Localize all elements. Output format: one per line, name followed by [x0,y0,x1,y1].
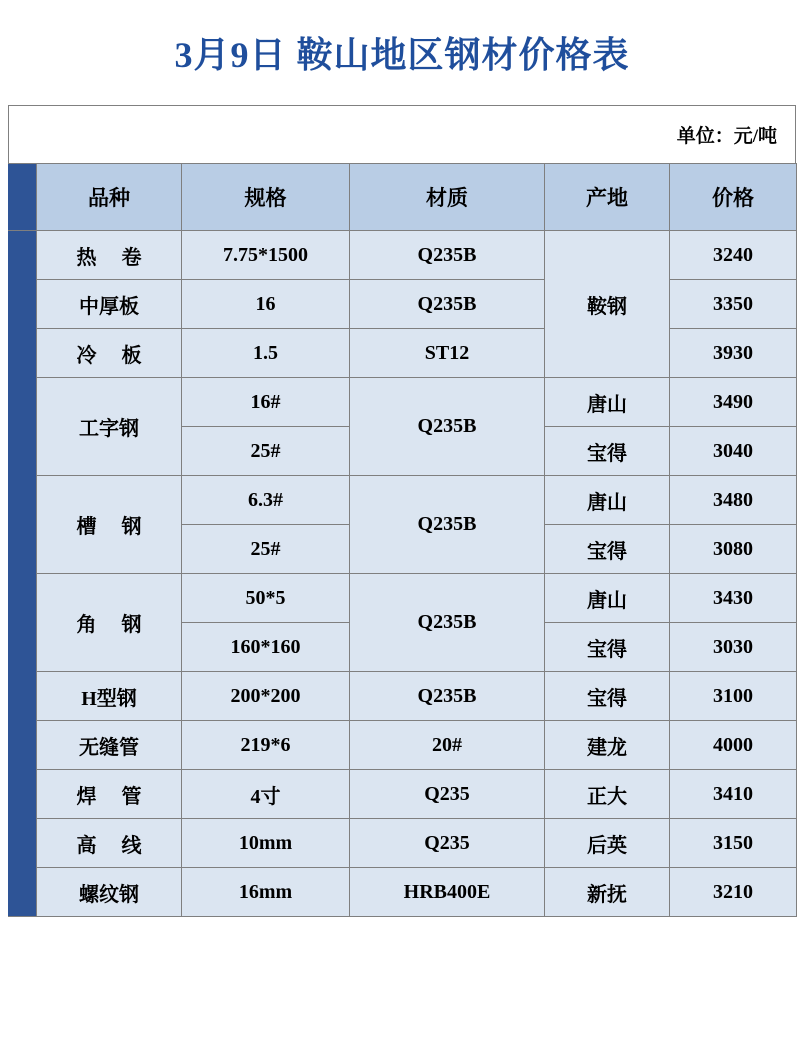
table-row [9,574,797,623]
cell-price: 3410 [670,770,797,819]
cell-variety: 角 钢 [37,574,182,672]
table-row [9,672,797,721]
cell-price: 3480 [670,476,797,525]
cell-spec: 4寸 [182,770,350,819]
cell-price: 3150 [670,819,797,868]
cell-origin: 宝得 [545,623,670,672]
table-row [9,329,797,378]
price-table-wrapper [8,163,796,917]
cell-price: 4000 [670,721,797,770]
cell-variety: 焊 管 [37,770,182,819]
table-row [9,721,797,770]
cell-material: Q235B [350,574,545,672]
cell-variety: 槽 钢 [37,476,182,574]
cell-spec: 25# [182,525,350,574]
cell-spec: 50*5 [182,574,350,623]
cell-spec: 200*200 [182,672,350,721]
cell-variety: 螺纹钢 [37,868,182,917]
cell-variety: 热 卷 [37,231,182,280]
cell-material: Q235B [350,378,545,476]
cell-variety: 工字钢 [37,378,182,476]
cell-material: Q235 [350,819,545,868]
cell-variety: 高 线 [37,819,182,868]
accent-cell [9,231,37,917]
unit-row [8,105,796,163]
cell-origin: 后英 [545,819,670,868]
cell-price: 3080 [670,525,797,574]
cell-price: 3350 [670,280,797,329]
cell-origin: 宝得 [545,427,670,476]
cell-spec: 10mm [182,819,350,868]
column-header-variety: 品种 [37,164,182,231]
table-row [9,231,797,280]
cell-material: 20# [350,721,545,770]
cell-price: 3430 [670,574,797,623]
table-row [9,819,797,868]
cell-origin: 唐山 [545,574,670,623]
cell-price: 3040 [670,427,797,476]
cell-material: Q235B [350,231,545,280]
cell-origin: 新抚 [545,868,670,917]
table-header-row [9,164,797,231]
table-row [9,378,797,427]
cell-price: 3100 [670,672,797,721]
column-header-material: 材质 [350,164,545,231]
table-row [9,476,797,525]
column-header-origin: 产地 [545,164,670,231]
cell-spec: 6.3# [182,476,350,525]
cell-material: Q235 [350,770,545,819]
cell-variety: H型钢 [37,672,182,721]
cell-origin: 正大 [545,770,670,819]
cell-origin: 宝得 [545,672,670,721]
accent-bar-cell [9,164,37,231]
cell-price: 3030 [670,623,797,672]
cell-price: 3490 [670,378,797,427]
cell-spec: 160*160 [182,623,350,672]
cell-spec: 16mm [182,868,350,917]
cell-spec: 7.75*1500 [182,231,350,280]
cell-variety: 中厚板 [37,280,182,329]
cell-spec: 219*6 [182,721,350,770]
cell-spec: 25# [182,427,350,476]
cell-variety: 冷 板 [37,329,182,378]
cell-material: HRB400E [350,868,545,917]
cell-origin: 唐山 [545,378,670,427]
cell-spec: 1.5 [182,329,350,378]
table-row [9,868,797,917]
cell-material: ST12 [350,329,545,378]
cell-variety: 无缝管 [37,721,182,770]
cell-price: 3930 [670,329,797,378]
column-header-spec: 规格 [182,164,350,231]
cell-price: 3240 [670,231,797,280]
cell-price: 3210 [670,868,797,917]
column-header-price: 价格 [670,164,797,231]
cell-origin: 鞍钢 [545,231,670,378]
cell-spec: 16 [182,280,350,329]
cell-material: Q235B [350,672,545,721]
cell-material: Q235B [350,476,545,574]
cell-origin: 宝得 [545,525,670,574]
unit-label: 单位：元/吨 [676,126,777,147]
title-bar [0,0,804,105]
cell-material: Q235B [350,280,545,329]
price-table [8,163,797,917]
cell-origin: 唐山 [545,476,670,525]
cell-spec: 16# [182,378,350,427]
cell-origin: 建龙 [545,721,670,770]
table-row [9,770,797,819]
page-title: 3月9日 鞍山地区钢材价格表 [174,35,630,75]
table-row [9,280,797,329]
